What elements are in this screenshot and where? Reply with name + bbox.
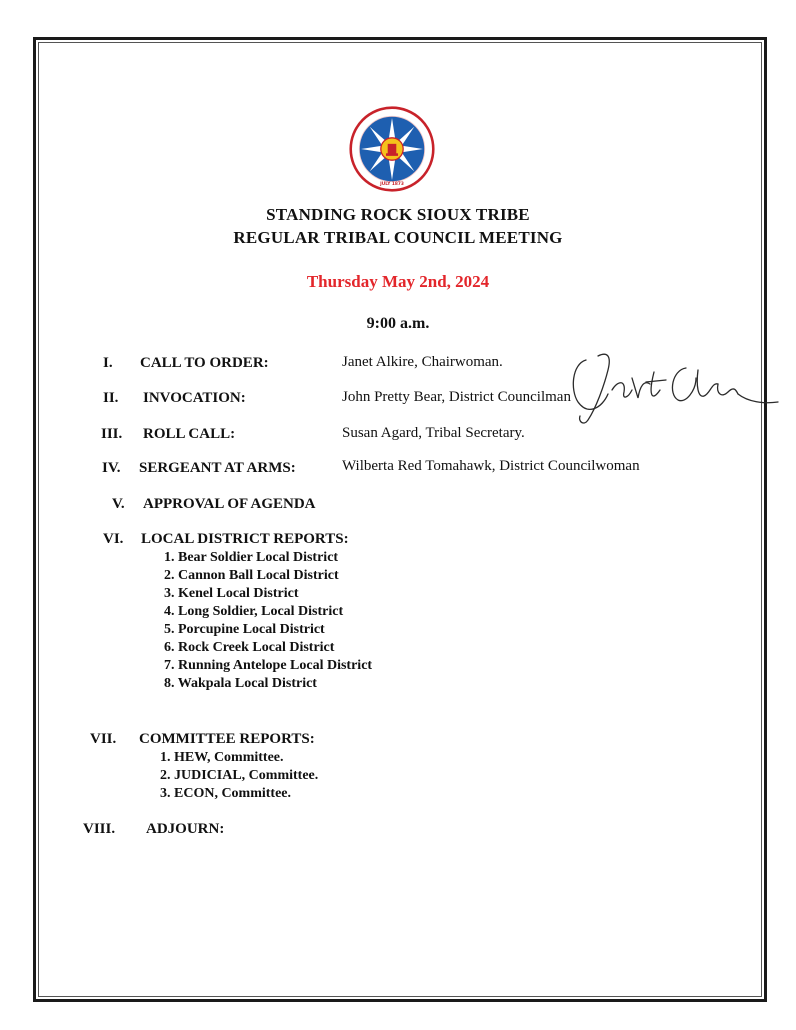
agenda-number: VII. xyxy=(90,731,117,747)
seal-text-bottom: JULY 1873 xyxy=(380,182,404,188)
agenda-label: CALL TO ORDER: xyxy=(140,355,269,371)
meeting-time: 9:00 a.m. xyxy=(366,315,430,332)
list-item: 5. Porcupine Local District xyxy=(164,622,325,637)
agenda-label: COMMITTEE REPORTS: xyxy=(139,731,315,747)
agenda-label: SERGEANT AT ARMS: xyxy=(139,460,296,476)
list-item: 4. Long Soldier, Local District xyxy=(164,604,344,619)
agenda-person: Janet Alkire, Chairwoman. xyxy=(342,354,503,370)
list-item: 6. Rock Creek Local District xyxy=(164,640,335,655)
agenda-label: ADJOURN: xyxy=(146,821,225,837)
list-item: 3. ECON, Committee. xyxy=(160,786,292,801)
agenda-label: LOCAL DISTRICT REPORTS: xyxy=(141,531,349,547)
list-item: 1. HEW, Committee. xyxy=(160,750,284,765)
list-item: 2. JUDICIAL, Committee. xyxy=(160,768,319,783)
agenda-person: Wilberta Red Tomahawk, District Councilwoman xyxy=(342,458,640,474)
list-item: 7. Running Antelope Local District xyxy=(164,658,373,673)
agenda-label: INVOCATION: xyxy=(143,390,246,406)
agenda-number: V. xyxy=(112,496,125,512)
agenda-label: ROLL CALL: xyxy=(143,426,236,442)
list-item: 1. Bear Soldier Local District xyxy=(164,550,339,565)
agenda-number: II. xyxy=(103,390,119,406)
agenda-person: John Pretty Bear, District Councilman xyxy=(342,389,571,405)
tribal-seal-logo xyxy=(349,106,435,192)
list-item: 3. Kenel Local District xyxy=(164,586,299,601)
document-title: STANDING ROCK SIOUX TRIBE xyxy=(266,205,530,224)
list-item: 8. Wakpala Local District xyxy=(164,676,317,691)
agenda-person: Susan Agard, Tribal Secretary. xyxy=(342,425,525,441)
list-item: 2. Cannon Ball Local District xyxy=(164,568,339,583)
agenda-label: APPROVAL OF AGENDA xyxy=(143,496,316,512)
agenda-number: IV. xyxy=(102,460,121,476)
meeting-date: Thursday May 2nd, 2024 xyxy=(306,272,490,291)
agenda-number: VIII. xyxy=(83,821,116,837)
agenda-number: III. xyxy=(101,426,123,442)
agenda-number: VI. xyxy=(103,531,124,547)
handwritten-signature xyxy=(568,350,780,428)
agenda-number: I. xyxy=(103,355,113,371)
document-subtitle: REGULAR TRIBAL COUNCIL MEETING xyxy=(233,228,563,247)
